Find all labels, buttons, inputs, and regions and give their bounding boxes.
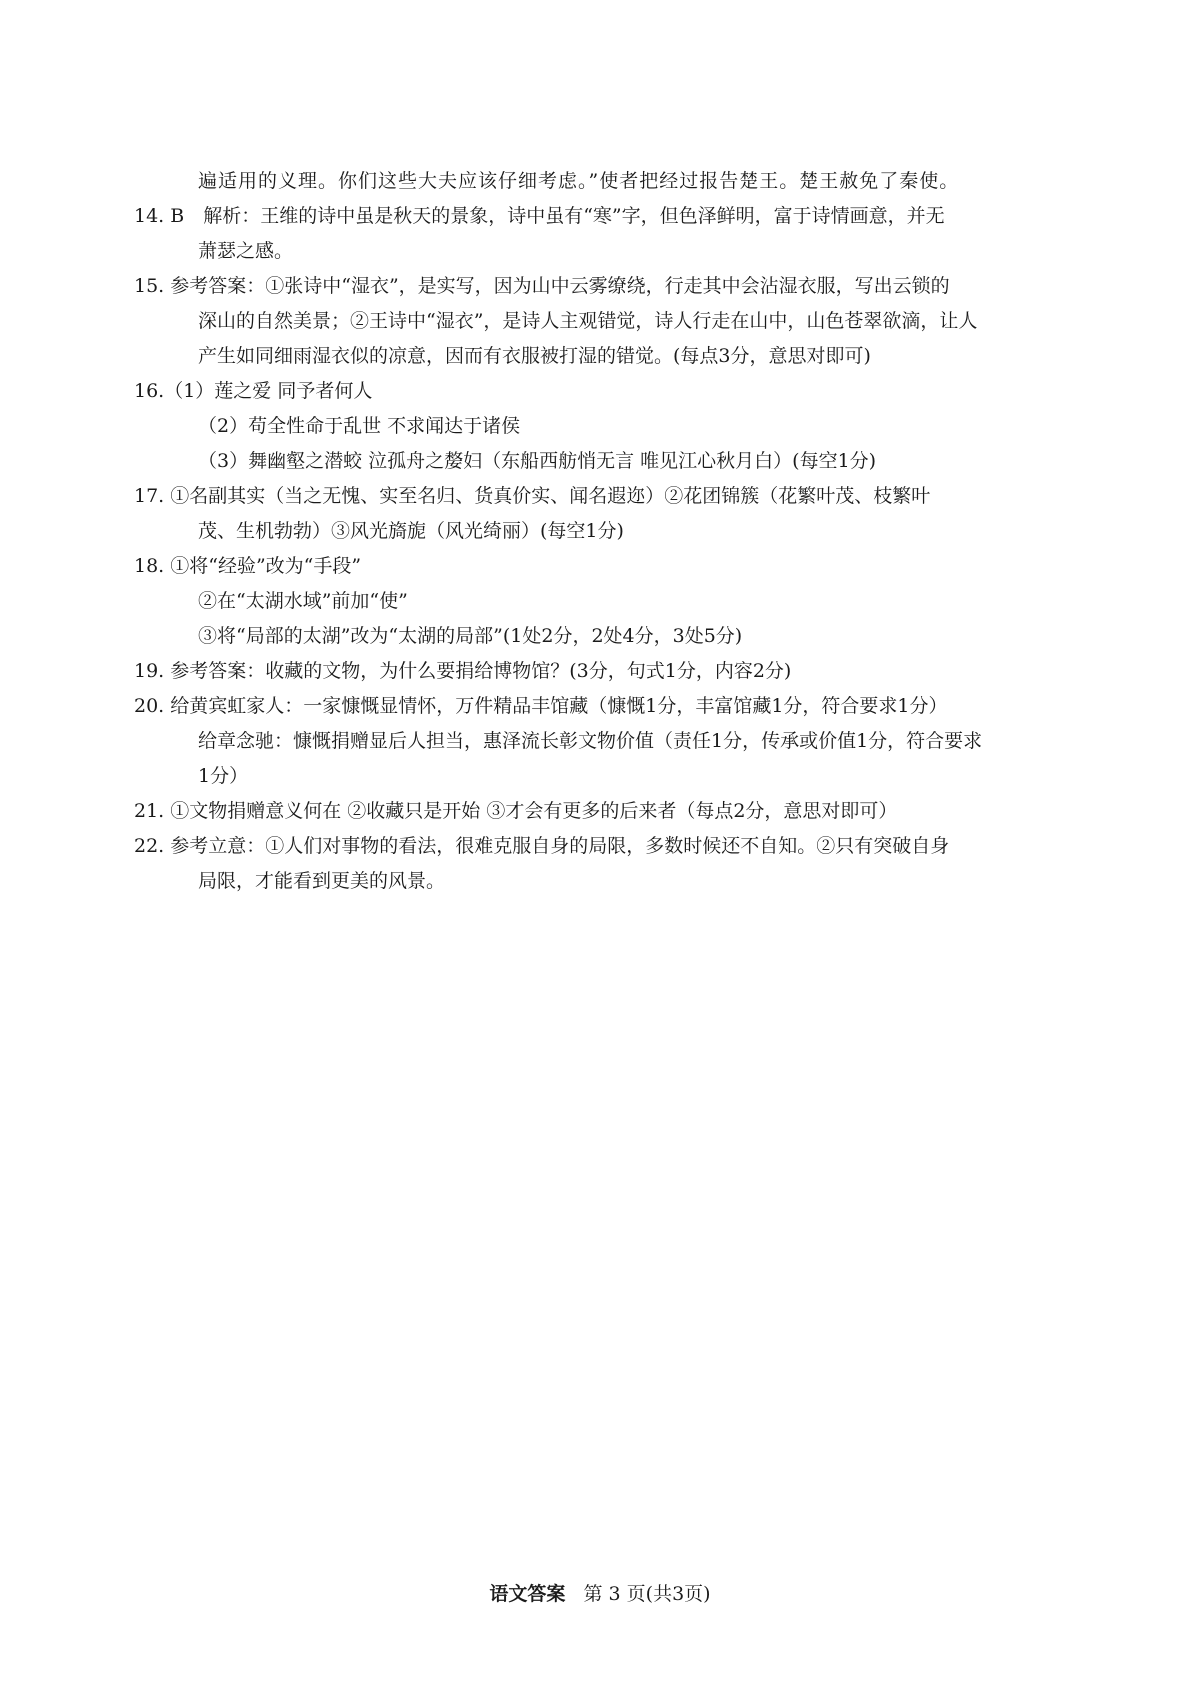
answer-13-continuation: 遍适用的义理。你们这些大夫应该仔细考虑。”使者把经过报告楚王。楚王赦免了秦使。: [198, 170, 960, 192]
answer-16-part-2: （2）苟全性命于乱世 不求闻达于诸侯: [198, 415, 521, 437]
page-footer: [0, 1579, 1200, 1606]
footer-subject: 语文答案: [489, 1583, 566, 1605]
answer-19: 19. 参考答案：收藏的文物，为什么要捐给博物馆？(3分，句式1分，内容2分): [134, 660, 792, 682]
answer-15-continuation-2: 产生如同细雨湿衣似的凉意，因而有衣服被打湿的错觉。(每点3分，意思对即可): [198, 345, 871, 367]
answer-22: 22. 参考立意：①人们对事物的看法，很难克服自身的局限，多数时候还不自知。②只有突破自身: [134, 835, 950, 857]
answer-content: [134, 164, 1072, 899]
answer-14-continuation: 萧瑟之感。: [198, 240, 294, 262]
answer-18-part-2: ②在“太湖水域”前加“使”: [198, 590, 408, 612]
answer-16-part-3: （3）舞幽壑之潜蛟 泣孤舟之嫠妇（东船西舫悄无言 唯见江心秋月白）(每空1分): [198, 450, 877, 472]
answer-16: 16.（1）莲之爱 同予者何人: [134, 380, 373, 402]
answer-21: 21. ①文物捐赠意义何在 ②收藏只是开始 ③才会有更多的后来者（每点2分，意思对即可）: [134, 800, 898, 822]
answer-20-part-2: 给章念驰：慷慨捐赠显后人担当，惠泽流长彰文物价值（责任1分，传承或价值1分，符合要求: [198, 730, 983, 752]
answer-17-continuation: 茂、生机勃勃）③风光旖旎（风光绮丽）(每空1分): [198, 520, 624, 542]
answer-17: 17. ①名副其实（当之无愧、实至名归、货真价实、闻名遐迩）②花团锦簇（花繁叶茂、枝繁叶: [134, 485, 931, 507]
answer-14: 14. B 解析：王维的诗中虽是秋天的景象，诗中虽有“寒”字，但色泽鲜明，富于诗情画意，并无: [134, 205, 945, 227]
answer-18: 18. ①将“经验”改为“手段”: [134, 555, 362, 577]
footer-page-number: 第 3 页(共3页): [583, 1583, 711, 1605]
answer-18-part-3: ③将“局部的太湖”改为“太湖的局部”(1处2分，2处4分，3处5分): [198, 625, 743, 647]
answer-20-part-2-continuation: 1分）: [198, 765, 249, 787]
answer-15-continuation-1: 深山的自然美景；②王诗中“湿衣”，是诗人主观错觉，诗人行走在山中，山色苍翠欲滴，让人: [198, 310, 978, 332]
answer-22-continuation: 局限，才能看到更美的风景。: [198, 870, 446, 892]
answer-20: 20. 给黄宾虹家人：一家慷慨显情怀，万件精品丰馆藏（慷慨1分，丰富馆藏1分，符合要求1分）: [134, 695, 948, 717]
answer-15: 15. 参考答案：①张诗中“湿衣”，是实写，因为山中云雾缭绕，行走其中会沾湿衣服，写出云锁的: [134, 275, 950, 297]
